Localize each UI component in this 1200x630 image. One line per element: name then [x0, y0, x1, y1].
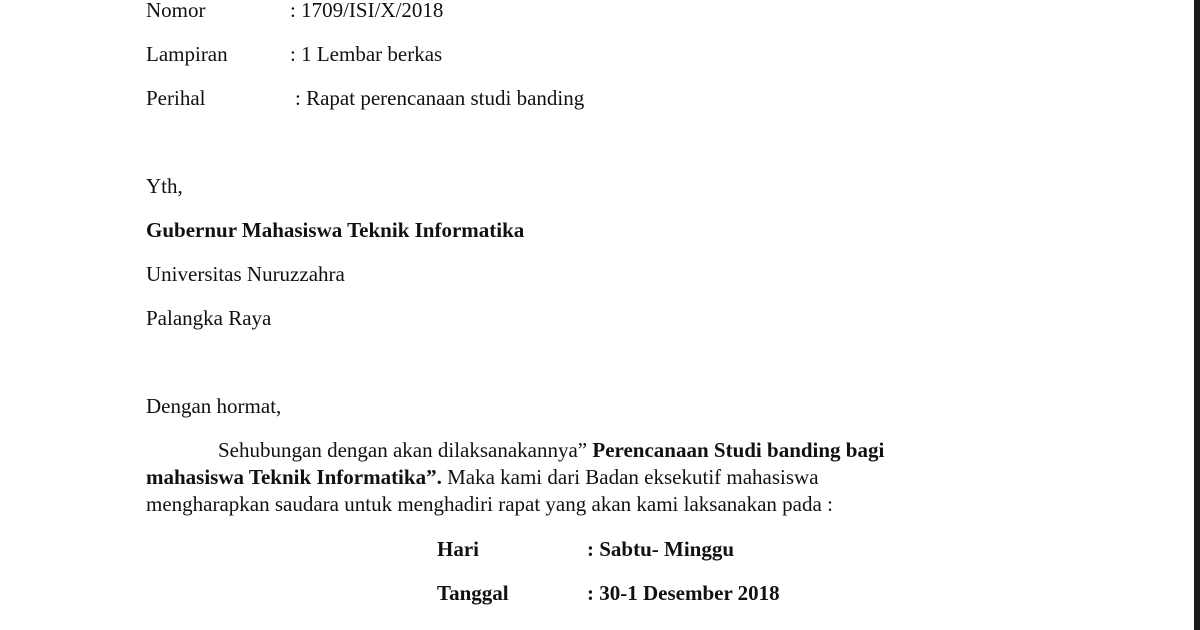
body-line-1-bold: Perencanaan Studi banding bagi — [592, 438, 885, 462]
recipient-city: Palangka Raya — [146, 306, 272, 330]
lampiran-label: Lampiran — [146, 42, 228, 66]
nomor-label: Nomor — [146, 0, 206, 22]
detail-value: : Sabtu- Minggu — [587, 537, 735, 561]
page-edge-border — [1194, 0, 1200, 630]
body-line-2-normal: Maka kami dari Badan eksekutif mahasiswa — [441, 465, 819, 489]
recipient-institution: Universitas Nuruzzahra — [146, 262, 345, 286]
salutation: Yth, — [146, 174, 183, 198]
nomor-value: : 1709/ISI/X/2018 — [290, 0, 444, 22]
greeting: Dengan hormat, — [146, 394, 282, 418]
detail-label: Tanggal — [437, 581, 509, 605]
body-line-1 — [218, 440, 884, 461]
body-line-3: mengharapkan saudara untuk menghadiri rapat yang akan kami laksanakan pada : — [146, 492, 833, 516]
detail-label: Hari — [437, 537, 479, 561]
detail-value: : 30-1 Desember 2018 — [587, 581, 780, 605]
body-line-2-bold: mahasiswa Teknik Informatika”. — [146, 465, 442, 489]
lampiran-value: : 1 Lembar berkas — [290, 42, 443, 66]
body-line-2 — [146, 467, 819, 488]
recipient-name: Gubernur Mahasiswa Teknik Informatika — [146, 218, 525, 242]
perihal-label: Perihal — [146, 86, 206, 110]
perihal-value: : Rapat perencanaan studi banding — [295, 86, 585, 110]
body-line-1-normal: Sehubungan dengan akan dilaksanakannya” — [218, 438, 593, 462]
